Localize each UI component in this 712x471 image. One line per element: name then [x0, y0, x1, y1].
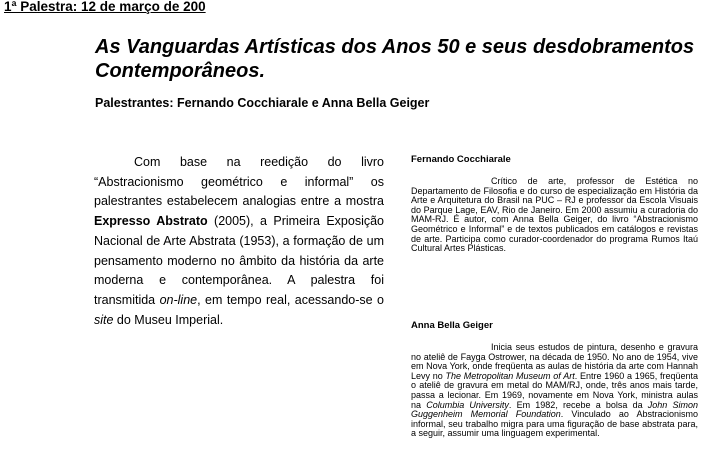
- lecture-description: [94, 153, 384, 330]
- bio-text: . Em 1982, recebe a bolsa da: [508, 399, 648, 410]
- bio-text-cocchiarale: Crítico de arte, professor de Estética no Departamento de Filosofia e do curso de especialização em História da Arte e Arquitetura do Brasil na PUC – RJ e professor da Escola Visuais do Parque Lage, EAV, Rio de Janeiro. Em 2000 assumiu a curadoria do MAM-RJ. É autor, com Anna Bella Geiger, do livro “Abstracionismo Geométrico e Informal” e de textos publicados em catálogos e revistas de arte. Participa como curador-coordenador do programa Rumos Itaú Cultural Artes Plásticas.: [411, 176, 698, 254]
- site-term: site: [94, 312, 114, 327]
- bio-text: . Vinculado ao Abstracionismo informal, seu trabalho migra para uma figuração de base abstrata para, a seguir, assumir uma linguagem experimental.: [411, 409, 699, 439]
- bio-text-geiger: [411, 343, 698, 439]
- bio-text: . Entre 1960 a 1965, freqüenta o ateliê de gravura em metal do MAM/RJ, onde, três anos mais tarde, passa a lecionar. Em 1969, novamente em Nova York, ministra aulas na: [411, 370, 698, 410]
- description-text: , em tempo real, acessando-se o: [197, 292, 384, 307]
- exhibition-name: Expresso Abstrato: [94, 214, 208, 229]
- description-text: (2005), a Primeira Exposição Nacional de Arte Abstrata (1953), a formação de um pensamento moderno no âmbito da história da arte moderna e contemporânea. A palestra foi transmitida: [94, 214, 385, 307]
- institution-name: John Simon Guggenheim Memorial Foundation: [411, 399, 699, 420]
- speakers-line: Palestrantes: Fernando Cocchiarale e Anna Bella Geiger: [95, 96, 430, 110]
- description-text: Com base na reedição do livro “Abstracionismo geométrico e informal” os palestrantes estabelecem analogias entre a mostra: [94, 155, 384, 209]
- bio-name-cocchiarale: Fernando Cocchiarale: [411, 154, 511, 165]
- lecture-header: 1ª Palestra: 12 de março de 200: [4, 0, 206, 14]
- institution-name: Columbia University: [426, 399, 509, 410]
- lecture-title: As Vanguardas Artísticas dos Anos 50 e seus desdobramentos Contemporâneos.: [95, 36, 695, 82]
- online-term: on-line: [159, 292, 198, 307]
- bio-text: Inicia seus estudos de pintura, desenho e gravura no ateliê de Fayga Ostrower, na década de 1950. No ano de 1954, vive em Nova York, onde freqüenta as aulas de história da arte com Hannah Levy no: [411, 342, 698, 381]
- bio-name-geiger: Anna Bella Geiger: [411, 320, 493, 331]
- description-text: do Museu Imperial.: [113, 312, 224, 327]
- institution-name: The Metropolitan Museum of Art: [445, 370, 575, 381]
